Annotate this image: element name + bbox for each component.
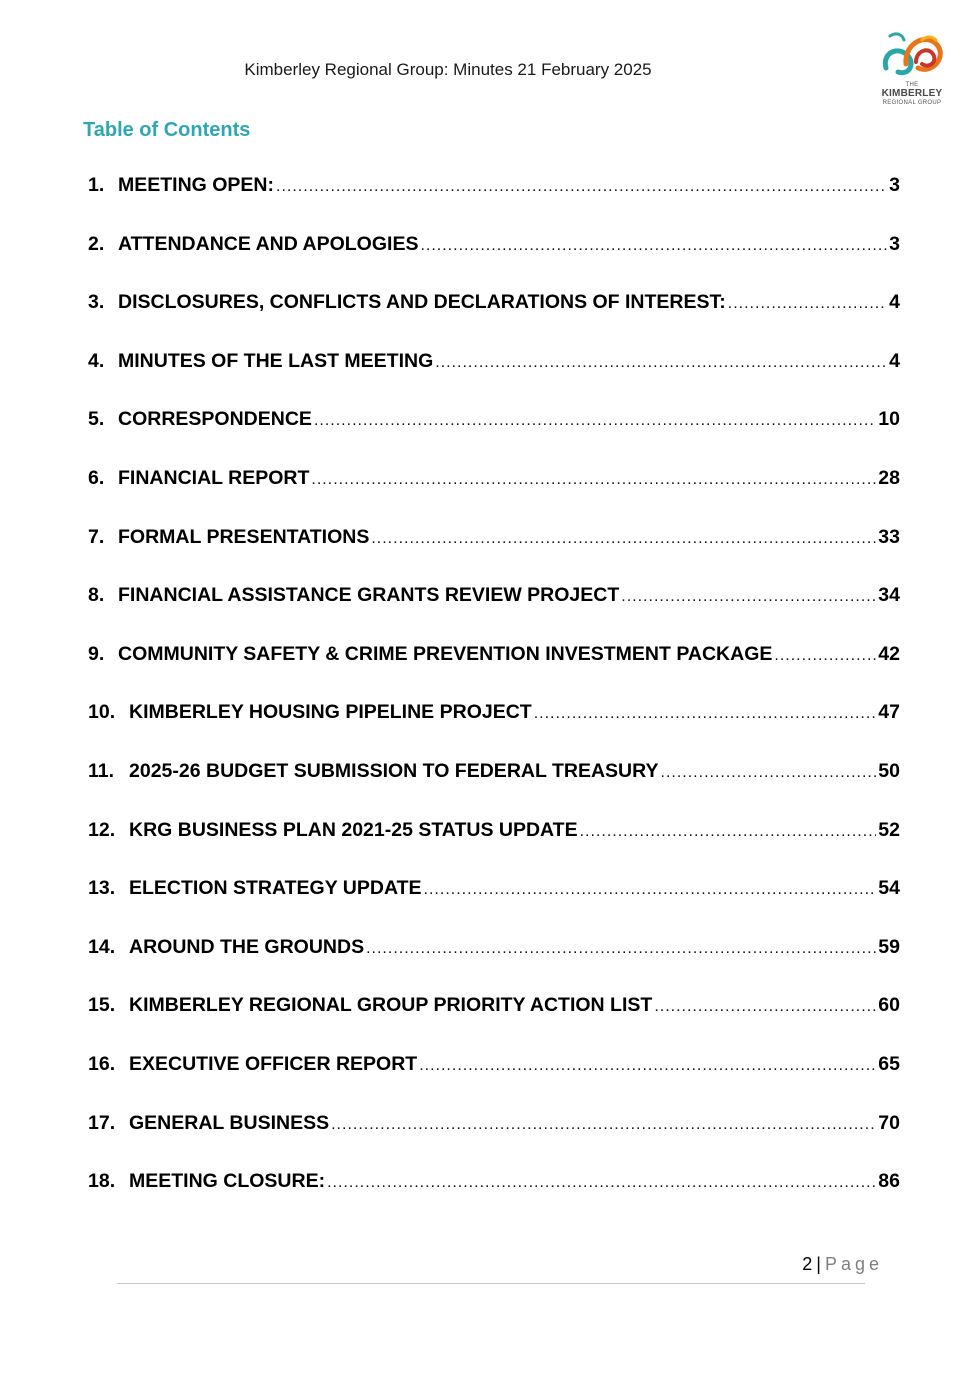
- toc-entry-number: 1.: [88, 174, 105, 196]
- toc-dot-leader: [419, 1057, 876, 1075]
- toc-entry[interactable]: [88, 1170, 900, 1229]
- toc-entry-number: 6.: [88, 466, 105, 489]
- toc-dot-leader: [327, 1174, 876, 1192]
- toc-entry-page: 10: [878, 408, 900, 431]
- toc-entry[interactable]: [88, 174, 900, 233]
- toc-entry-title: EXECUTIVE OFFICER REPORT: [129, 1052, 418, 1075]
- toc-entry-number: 2.: [88, 232, 105, 255]
- toc-entry-number: 15.: [88, 994, 116, 1017]
- toc-dot-leader: [420, 237, 887, 255]
- toc-dot-leader: [580, 823, 877, 841]
- toc-entry[interactable]: [88, 819, 900, 878]
- toc-entry-number: 17.: [88, 1111, 116, 1134]
- toc-dot-leader: [311, 471, 876, 489]
- toc-dot-leader: [774, 647, 876, 665]
- toc-entry-page: 52: [878, 818, 900, 841]
- page-label: Page: [824, 1254, 883, 1274]
- toc-entry-number: 10.: [88, 701, 116, 724]
- toc-entry-page: 86: [878, 1170, 900, 1193]
- toc-dot-leader: [435, 354, 887, 372]
- toc-entry-title: FINANCIAL REPORT: [118, 466, 310, 489]
- toc-entry-number: 3.: [88, 291, 105, 314]
- document-header-title: Kimberley Regional Group: Minutes 21 February 2025: [244, 60, 652, 79]
- toc-dot-leader: [276, 178, 887, 196]
- toc-entry-title: MEETING CLOSURE:: [129, 1170, 326, 1193]
- page-separator: |: [816, 1254, 821, 1274]
- toc-entry-title: MEETING OPEN:: [118, 174, 275, 196]
- toc-entry-number: 11.: [88, 759, 115, 782]
- toc-entry-page: 65: [878, 1052, 900, 1075]
- toc-entry-page: 42: [878, 642, 900, 665]
- toc-entry-number: 8.: [88, 584, 105, 607]
- table-of-contents: [88, 174, 900, 1229]
- toc-dot-leader: [534, 705, 877, 723]
- logo-main-text: KIMBERLEY: [881, 88, 943, 99]
- toc-entry-title: DISCLOSURES, CONFLICTS AND DECLARATIONS OF INTEREST:: [118, 291, 726, 314]
- toc-entry-page: 50: [878, 759, 900, 782]
- toc-entry[interactable]: [88, 643, 900, 702]
- toc-entry-page: 33: [878, 525, 900, 548]
- toc-entry[interactable]: [88, 1112, 900, 1171]
- toc-entry[interactable]: [88, 526, 900, 585]
- toc-entry-number: 12.: [88, 818, 116, 841]
- toc-entry-number: 14.: [88, 935, 116, 958]
- toc-entry-title: ELECTION STRATEGY UPDATE: [129, 877, 422, 900]
- toc-entry-title: MINUTES OF THE LAST MEETING: [118, 349, 434, 372]
- toc-entry[interactable]: [88, 408, 900, 467]
- toc-entry-page: 59: [878, 935, 900, 958]
- toc-entry[interactable]: [88, 994, 900, 1053]
- toc-dot-leader: [424, 881, 877, 899]
- toc-entry-number: 5.: [88, 408, 105, 431]
- toc-entry-title: CORRESPONDENCE: [118, 408, 312, 431]
- toc-entry-title: KIMBERLEY REGIONAL GROUP PRIORITY ACTION LIST: [129, 994, 653, 1017]
- toc-entry-title: KIMBERLEY HOUSING PIPELINE PROJECT: [129, 701, 532, 724]
- toc-entry[interactable]: [88, 936, 900, 995]
- toc-entry-number: 4.: [88, 349, 105, 372]
- kimberley-regional-group-logo: [876, 28, 948, 110]
- toc-entry-title: GENERAL BUSINESS: [129, 1111, 330, 1134]
- toc-entry-title: COMMUNITY SAFETY & CRIME PREVENTION INVESTMENT PACKAGE: [118, 642, 773, 665]
- toc-entry[interactable]: [88, 701, 900, 760]
- toc-entry[interactable]: [88, 584, 900, 643]
- toc-entry[interactable]: [88, 467, 900, 526]
- footer-divider: [117, 1283, 865, 1284]
- toc-entry-number: 16.: [88, 1052, 116, 1075]
- toc-entry[interactable]: [88, 877, 900, 936]
- logo-small-text: THE: [905, 82, 919, 88]
- toc-entry-title: FORMAL PRESENTATIONS: [118, 525, 370, 548]
- toc-entry-number: 9.: [88, 642, 105, 665]
- toc-entry-page: 4: [889, 349, 900, 372]
- toc-dot-leader: [371, 530, 876, 548]
- toc-entry-number: 18.: [88, 1170, 116, 1193]
- toc-entry[interactable]: [88, 350, 900, 409]
- toc-entry-page: 60: [878, 994, 900, 1017]
- page-number: 2: [802, 1254, 813, 1274]
- swirl-logo-icon: [876, 28, 948, 84]
- toc-entry[interactable]: [88, 233, 900, 292]
- toc-entry[interactable]: [88, 291, 900, 350]
- toc-entry-page: 4: [889, 291, 900, 314]
- toc-entry-page: 70: [878, 1111, 900, 1134]
- toc-entry-page: 47: [878, 701, 900, 724]
- toc-entry-page: 34: [878, 584, 900, 607]
- toc-dot-leader: [366, 940, 876, 958]
- toc-dot-leader: [728, 295, 887, 313]
- toc-dot-leader: [621, 588, 876, 606]
- toc-entry-title: AROUND THE GROUNDS: [129, 935, 365, 958]
- toc-dot-leader: [314, 412, 876, 430]
- toc-heading: Table of Contents: [83, 119, 251, 141]
- toc-entry-page: 54: [878, 877, 900, 900]
- toc-entry-page: 3: [889, 232, 900, 255]
- toc-dot-leader: [661, 764, 877, 782]
- toc-entry-number: 13.: [88, 877, 116, 900]
- toc-entry-title: KRG BUSINESS PLAN 2021-25 STATUS UPDATE: [129, 818, 578, 841]
- toc-dot-leader: [331, 1116, 876, 1134]
- toc-dot-leader: [654, 998, 876, 1016]
- toc-entry[interactable]: [88, 1053, 900, 1112]
- toc-entry-page: 28: [878, 466, 900, 489]
- toc-entry[interactable]: [88, 760, 900, 819]
- toc-entry-title: ATTENDANCE AND APOLOGIES: [118, 232, 419, 255]
- toc-entry-title: FINANCIAL ASSISTANCE GRANTS REVIEW PROJECT: [118, 584, 620, 607]
- page-footer: [802, 1254, 883, 1275]
- toc-entry-page: 3: [889, 174, 900, 196]
- logo-sub-text: REGIONAL GROUP: [882, 100, 942, 106]
- toc-entry-title: 2025-26 BUDGET SUBMISSION TO FEDERAL TREASURY: [129, 759, 659, 782]
- toc-entry-number: 7.: [88, 525, 105, 548]
